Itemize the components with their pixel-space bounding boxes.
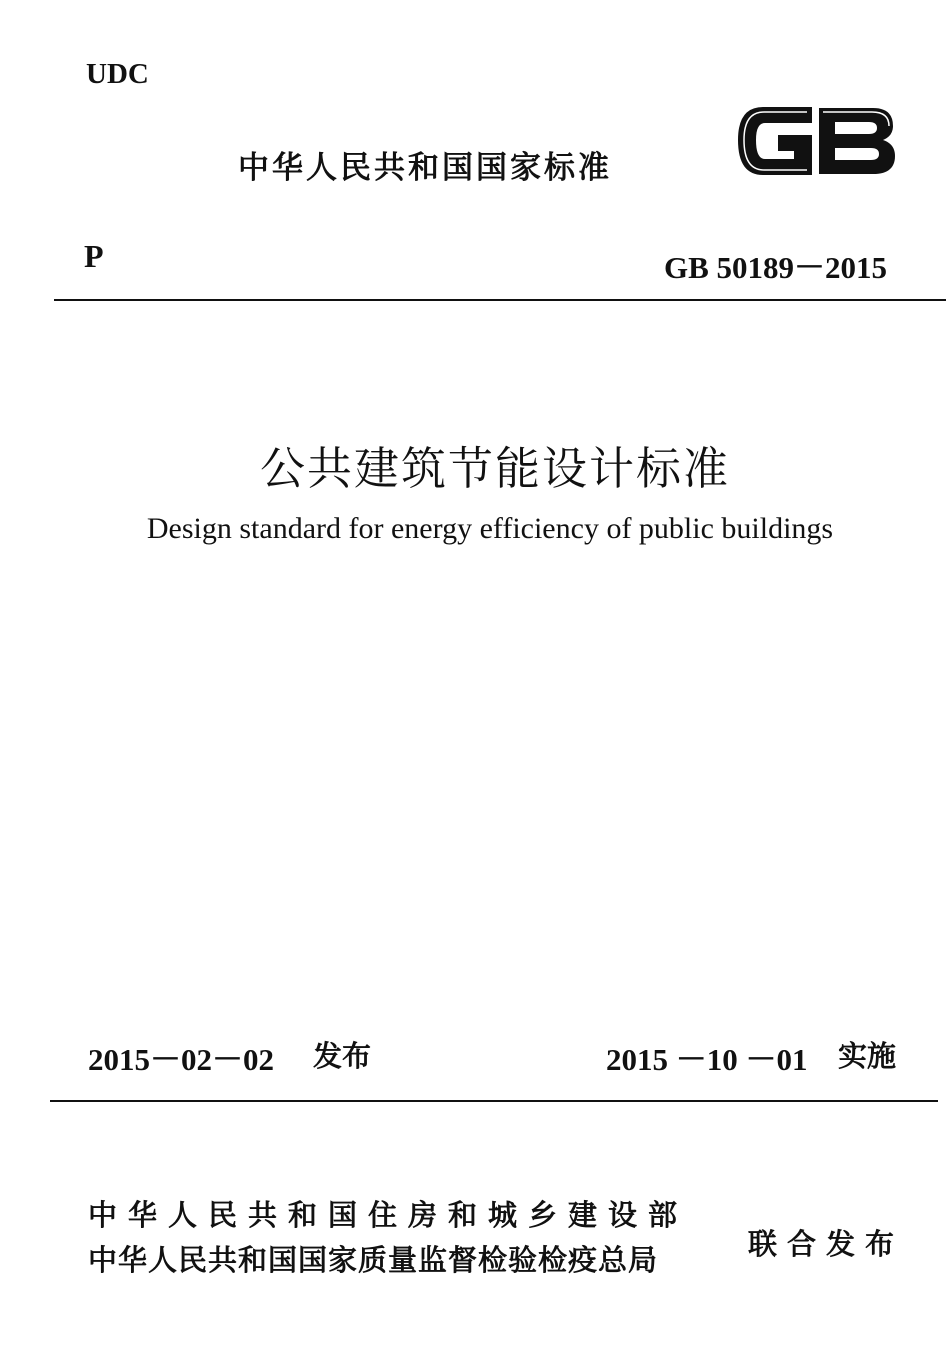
- top-divider: [54, 299, 946, 301]
- classification-code: P: [84, 238, 104, 274]
- title-english: Design standard for energy efficiency of public buildings: [146, 512, 834, 545]
- implement-date: 2015 －10 －01: [606, 1042, 808, 1077]
- gb-logo-icon: [733, 98, 899, 182]
- issuer-ministry-housing: 中华人民共和国住房和城乡建设部: [88, 1198, 689, 1232]
- standard-number: GB 50189－2015: [664, 250, 888, 285]
- implement-label: 实施: [838, 1039, 897, 1073]
- issue-date: 2015－02－02: [88, 1042, 274, 1077]
- national-standard-heading: 中华人民共和国国家标准: [238, 150, 612, 186]
- title-chinese: 公共建筑节能设计标准: [259, 442, 730, 495]
- joint-issue-label: 联合发布: [748, 1227, 905, 1261]
- udc-label: UDC: [86, 58, 149, 90]
- issuer-aqsiq: 中华人民共和国国家质量监督检验检疫总局: [88, 1243, 659, 1277]
- bottom-divider: [50, 1100, 938, 1102]
- issue-label: 发布: [313, 1039, 372, 1073]
